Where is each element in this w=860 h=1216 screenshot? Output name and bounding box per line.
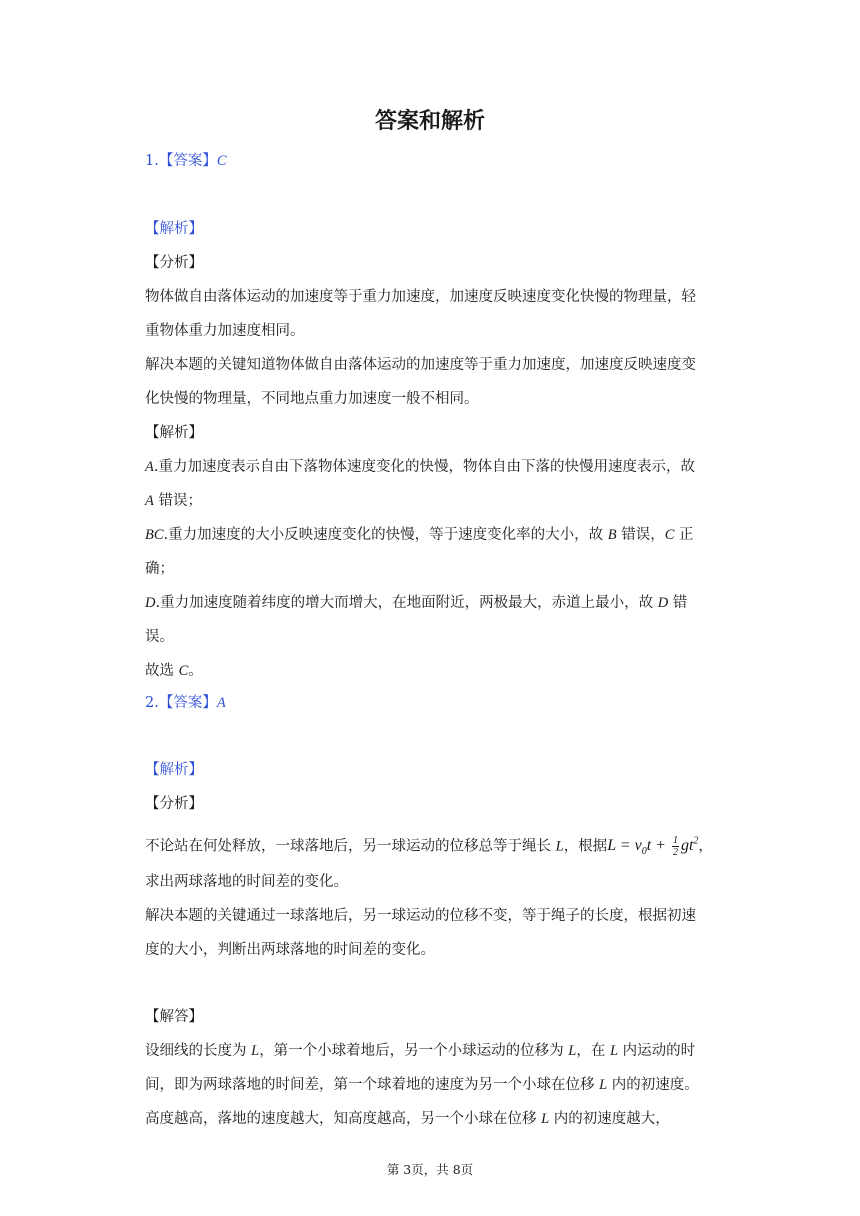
q1-conclusion — [145, 659, 720, 683]
option-text: 错误， — [616, 527, 665, 543]
q2-solution-line-2 — [145, 1073, 720, 1097]
formula — [607, 835, 699, 859]
q2-jieda-tag: 【解答】 — [145, 1009, 203, 1025]
option-letter: BC — [145, 527, 164, 543]
var-L: L — [609, 1043, 619, 1059]
fraction-numerator: 1 — [672, 835, 678, 847]
q1-jiexi-tag: 【解析】 — [145, 221, 203, 237]
var-L: L — [568, 1043, 577, 1059]
q1-jiexi2-tag: 【解析】 — [145, 425, 203, 441]
q2-fenxi-tag: 【分析】 — [145, 796, 203, 812]
q2-solution-line-3 — [145, 1107, 720, 1131]
q1-option-bc-line-2: 确； — [145, 561, 174, 577]
option-text: 错 — [668, 595, 688, 611]
text: 不论站在何处释放，一球落地后，另一球运动的位移总等于绳长 — [145, 838, 556, 855]
q1-option-a-line-2 — [145, 489, 720, 513]
q2-fenxi-line-1 — [145, 830, 720, 865]
option-text: .重力加速度的大小反映速度变化的快慢，等于速度变化率的大小，故 — [163, 527, 608, 543]
q1-key-line-1: 解决本题的关键知道物体做自由落体运动的加速度等于重力加速度，加速度反映速度变 — [145, 357, 696, 373]
option-text: 错误； — [153, 493, 202, 509]
q2-answer-value: A — [216, 695, 226, 711]
var-L: L — [541, 1111, 550, 1127]
formula-subscript: 0 — [641, 846, 647, 858]
conclusion-end: 。 — [188, 663, 203, 679]
text: 高度越高，落地的速度越大，知高度越高，另一个小球在位移 — [145, 1111, 542, 1127]
q1-answer-value: C — [216, 153, 227, 169]
conclusion-letter: C — [178, 663, 189, 679]
formula-part: gt — [680, 837, 694, 855]
page-title: 答案和解析 — [374, 109, 485, 134]
fraction-denominator: 2 — [672, 847, 678, 859]
q2-jiexi-tag: 【解析】 — [145, 762, 203, 778]
q2-answer-label: 2.【答案】 — [145, 695, 217, 711]
option-letter: A — [145, 459, 154, 475]
q2-answer-line — [145, 691, 720, 715]
q1-fenxi-tag: 【分析】 — [145, 255, 203, 271]
conclusion-text: 故选 — [145, 663, 179, 679]
formula-part: L = v — [607, 837, 642, 855]
option-text: 正 — [674, 527, 694, 543]
option-letter: A — [145, 493, 154, 509]
q1-fenxi-line-2: 重物体重力加速度相同。 — [145, 323, 305, 339]
q1-fenxi-line-1: 物体做自由落体运动的加速度等于重力加速度，加速度反映速度变化快慢的物理量，轻 — [145, 289, 696, 305]
q2-solution-line-1 — [145, 1039, 720, 1063]
var-L: L — [251, 1043, 260, 1059]
option-text: .重力加速度随着纬度的增大而增大，在地面附近，两极最大，赤道上最小，故 — [155, 595, 658, 611]
var-L: L — [599, 1077, 608, 1093]
q1-option-d-line-2: 误。 — [145, 629, 174, 645]
text: 内的初速度。 — [607, 1077, 699, 1093]
text: 间，即为两球落地的时间差，第一个球着地的速度为另一个小球在位移 — [145, 1077, 600, 1093]
text: ，在 — [576, 1043, 610, 1059]
var-L: L — [555, 838, 564, 855]
text: ，根据 — [563, 838, 608, 855]
option-letter: B — [607, 527, 617, 543]
text: 设细线的长度为 — [145, 1043, 252, 1059]
q2-key-line-2: 度的大小，判断出两球落地的时间差的变化。 — [145, 942, 435, 958]
option-letter: C — [664, 527, 675, 543]
q1-answer-line — [145, 149, 720, 173]
option-text: .重力加速度表示自由下落物体速度变化的快慢，物体自由下落的快慢用速度表示，故 — [153, 459, 695, 475]
q1-option-a-line-1 — [145, 455, 720, 479]
option-letter: D — [145, 595, 156, 611]
fraction — [672, 835, 679, 858]
text: ， — [698, 838, 713, 855]
q2-fenxi-line-2: 求出两球落地的时间差的变化。 — [145, 874, 348, 890]
text: 内运动的时 — [618, 1043, 696, 1059]
q1-answer-label: 1.【答案】 — [145, 153, 217, 169]
q2-key-line-1: 解决本题的关键通过一球落地后，另一球运动的位移不变，等于绳子的长度，根据初速 — [145, 908, 696, 924]
q1-key-line-2: 化快慢的物理量，不同地点重力加速度一般不相同。 — [145, 391, 479, 407]
formula-superscript: 2 — [693, 836, 699, 847]
text: ，第一个小球着地后，另一个小球运动的位移为 — [259, 1043, 569, 1059]
text: 内的初速度越大， — [549, 1111, 670, 1127]
formula-part: t + — [646, 837, 670, 855]
q1-option-bc-line-1 — [145, 523, 720, 547]
option-letter: D — [657, 595, 669, 611]
page-footer: 第 3页，共 8页 — [386, 1162, 474, 1177]
q1-option-d-line-1 — [145, 591, 720, 615]
